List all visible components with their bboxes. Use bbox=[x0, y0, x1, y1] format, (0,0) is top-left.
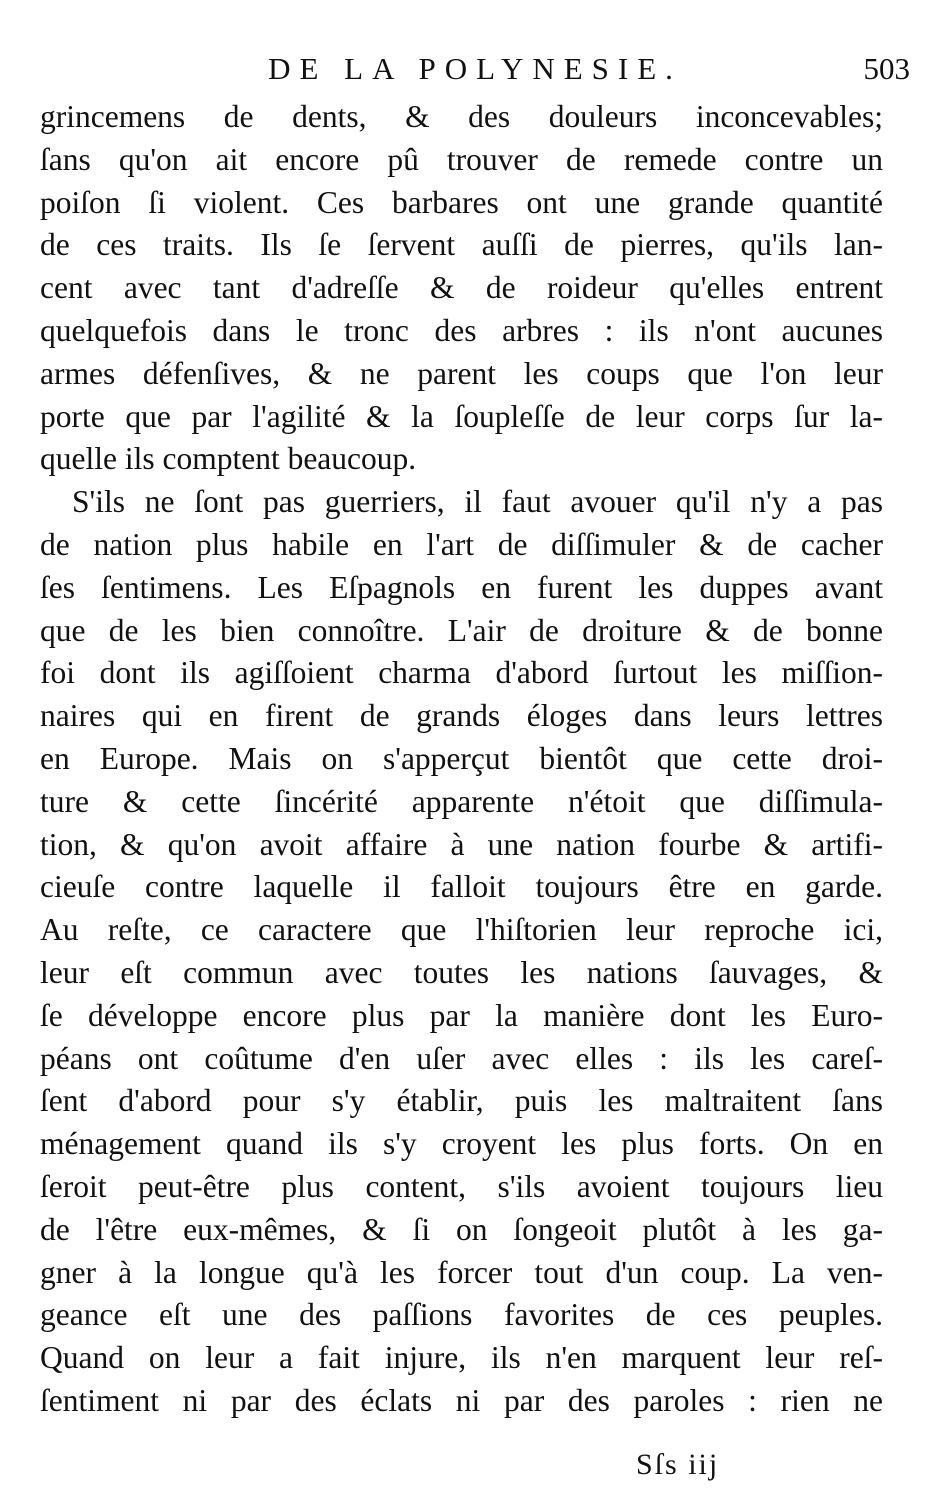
text-line: ſans qu'on ait encore pû trouver de remede contre un bbox=[40, 141, 883, 177]
text-line: cent avec tant d'adreſſe & de roideur qu'elles entrent bbox=[40, 270, 883, 306]
text-line: de l'être eux-mêmes, & ſi on ſongeoit plutôt à les ga- bbox=[40, 1211, 883, 1247]
paragraph-start-line: S'ils ne ſont pas guerriers, il faut avouer qu'il n'y a pas bbox=[72, 484, 883, 520]
text-line: de nation plus habile en l'art de diſſimuler & de cacher bbox=[40, 526, 883, 562]
text-line: grincemens de dents, & des douleurs inconcevables; bbox=[40, 99, 883, 134]
text-line: Au reſte, ce caractere que l'hiſtorien leur reproche ici, bbox=[40, 912, 883, 948]
text-line: naires qui en firent de grands éloges dans leurs lettres bbox=[40, 698, 883, 734]
text-line: geance eſt une des paſſions favorites de ces peuples. bbox=[40, 1297, 883, 1333]
signature-mark: Sſs iij bbox=[636, 1448, 720, 1481]
text-line: ménagement quand ils s'y croyent les plus forts. On en bbox=[40, 1126, 883, 1162]
text-line: ſes ſentimens. Les Eſpagnols en furent les duppes avant bbox=[40, 569, 883, 605]
text-line: foi dont ils agiſſoient charma d'abord ſurtout les miſſion- bbox=[40, 655, 883, 691]
text-line: poiſon ſi violent. Ces barbares ont une grande quantité bbox=[40, 184, 883, 220]
text-line: péans ont coûtume d'en uſer avec elles : ils les careſ- bbox=[40, 1040, 883, 1076]
page-header bbox=[40, 44, 910, 94]
page-number: 503 bbox=[863, 51, 910, 86]
text-line: de ces traits. Ils ſe ſervent auſſi de pierres, qu'ils lan- bbox=[40, 227, 883, 263]
text-line: gner à la longue qu'à les forcer tout d'un coup. La ven- bbox=[40, 1254, 883, 1290]
text-line: Quand on leur a fait injure, ils n'en marquent leur reſ- bbox=[40, 1340, 883, 1376]
text-line: que de les bien connoître. L'air de droiture & de bonne bbox=[40, 612, 883, 648]
paragraph-end-line: quelle ils comptent beaucoup. bbox=[40, 441, 417, 477]
text-line: porte que par l'agilité & la ſoupleſſe de leur corps ſur la- bbox=[40, 398, 883, 434]
text-line: ture & cette ſincérité apparente n'étoit que diſſimula- bbox=[40, 783, 883, 819]
text-line: armes défenſives, & ne parent les coups que l'on leur bbox=[40, 355, 883, 391]
running-title: DE LA POLYNESIE. bbox=[268, 51, 682, 86]
text-line: tion, & qu'on avoit affaire à une nation fourbe & artifi- bbox=[40, 826, 883, 862]
text-line: ſe développe encore plus par la manière dont les Euro- bbox=[40, 997, 883, 1033]
text-line: ſent d'abord pour s'y établir, puis les maltraitent ſans bbox=[40, 1083, 883, 1119]
text-line: leur eſt commun avec toutes les nations ſauvages, & bbox=[40, 954, 883, 990]
body-text bbox=[40, 96, 883, 1423]
text-line: ſentiment ni par des éclats ni par des paroles : rien ne bbox=[40, 1382, 883, 1418]
text-line: quelquefois dans le tronc des arbres : ils n'ont aucunes bbox=[40, 312, 883, 348]
text-line: ſeroit peut-être plus content, s'ils avoient toujours lieu bbox=[40, 1168, 883, 1204]
text-line: cieuſe contre laquelle il falloit toujours être en garde. bbox=[40, 869, 883, 905]
text-line: en Europe. Mais on s'apperçut bientôt que cette droi- bbox=[40, 740, 883, 776]
